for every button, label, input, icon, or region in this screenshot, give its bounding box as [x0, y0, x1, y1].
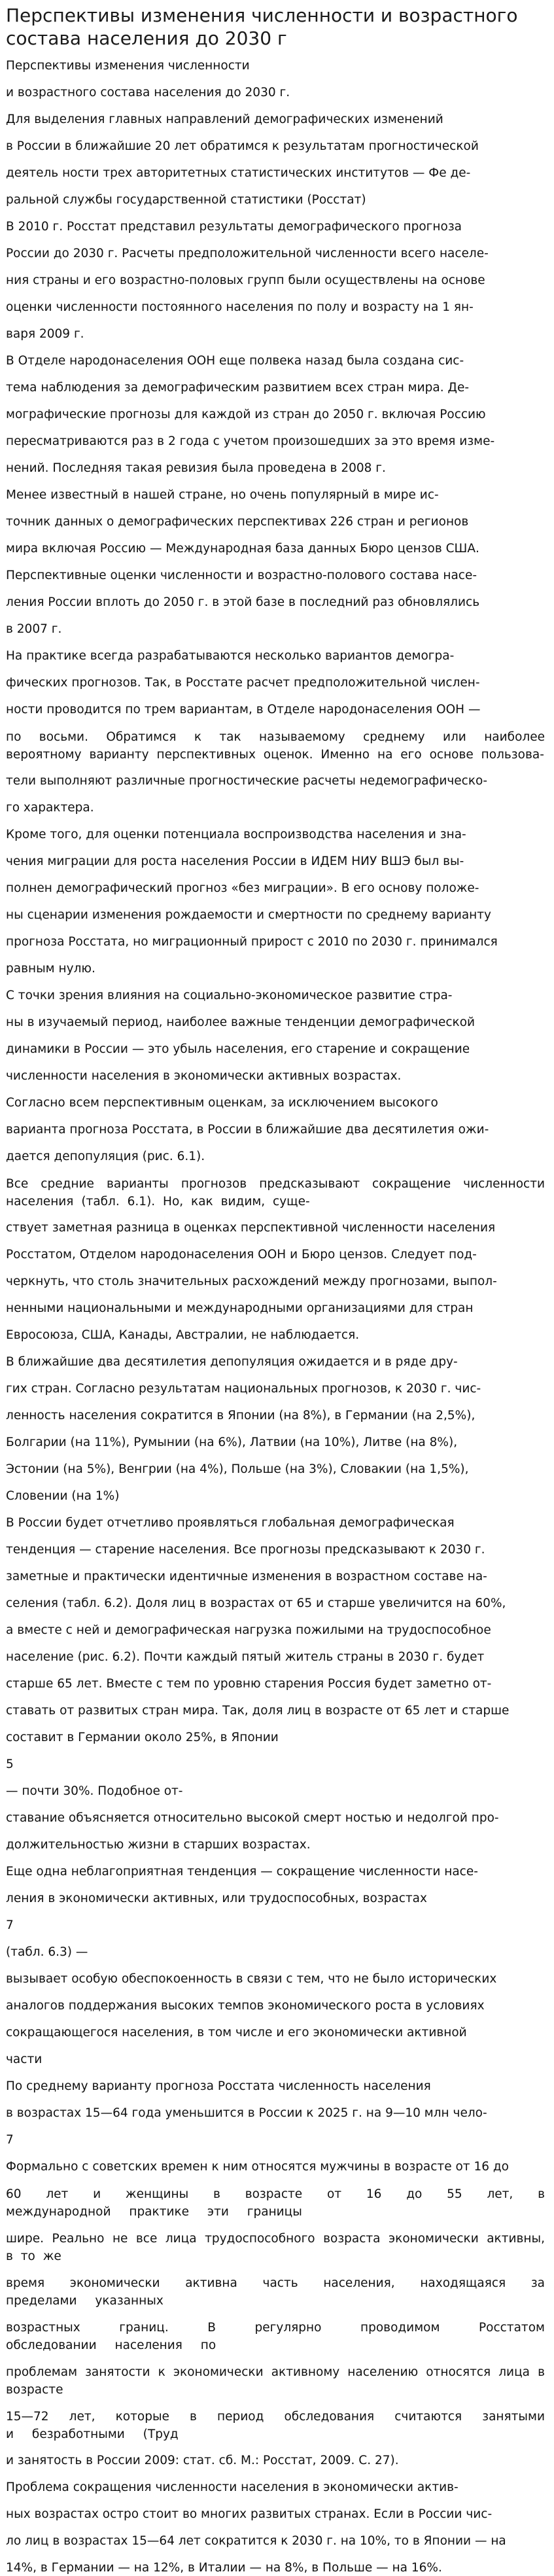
text-line: В Отделе народонаселения ООН еще полвека назад была создана сис- — [6, 354, 464, 368]
text-line: варианта прогноза Росстата, в России в ближайшие два десятилетия ожи- — [6, 1123, 489, 1137]
text-line: ния страны и его возрастно-половых групп были осуществлены на основе — [6, 273, 485, 287]
text-line: 7 — [6, 2133, 14, 2147]
text-paragraph: 60 лет и женщины в возрасте от 16 до 55 лет, в международной практике эти границы — [6, 2187, 545, 2219]
text-line: дается депопуляция (рис. 6.1). — [6, 1150, 205, 1163]
text-line: пересматриваются раз в 2 года с учетом произошедших за это время изме- — [6, 434, 495, 448]
text-line: тели выполняют различные прогностические расчеты недемографическо- — [6, 774, 487, 788]
text-line: тема наблюдения за демографическим развитием всех стран мира. Де- — [6, 381, 470, 395]
text-line: Согласно всем перспективным оценкам, за исключением высокого — [6, 1096, 438, 1110]
text-line: мографические прогнозы для каждой из стран до 2050 г. включая Россию — [6, 408, 486, 421]
text-line: Менее известный в нашей стране, но очень популярный в мире ис- — [6, 488, 439, 502]
text-line: — почти 30%. Подобное от- — [6, 1784, 183, 1798]
text-line: а вместе с ней и демографическая нагрузка пожилыми на трудоспособное — [6, 1623, 491, 1637]
text-line: Эстонии (на 5%), Венгрии (на 4%), Польше (на 3%), Словакии (на 1,5%), — [6, 1462, 469, 1476]
text-line: 14%, в Германии — на 12%, в Италии — на 8%, в Польше — на 16%. — [6, 2561, 442, 2575]
text-line: На практике всегда разрабатываются несколько вариантов демогра- — [6, 649, 455, 663]
text-line: и возрастного состава населения до 2030 г. — [6, 86, 290, 99]
text-paragraph: 15—72 лет, которые в период обследования считаются занятыми и безработными (Труд — [6, 2410, 545, 2441]
text-line: и занятость в России 2009: стат. сб. М.: Росстат, 2009. С. 27). — [6, 2454, 399, 2467]
text-paragraph: время экономически активна часть населения, находящаяся за пределами указанных — [6, 2276, 545, 2308]
text-paragraph: Все средние варианты прогнозов предсказывают сокращение численности населения (табл. 6.1). Но, как видим, суще- — [6, 1177, 545, 1209]
text-line: По среднему варианту прогноза Росстата численность населения — [6, 2079, 431, 2093]
text-line: Еще одна неблагоприятная тенденция — сокращение численности насе- — [6, 1865, 478, 1879]
text-line: динамики в России — это убыль населения, его старение и сокращение — [6, 1042, 470, 1056]
page-title: Перспективы изменения численности и возрастного состава населения до 2030 г — [6, 5, 518, 49]
text-paragraph: шире. Реально не все лица трудоспособного возраста экономически активны, в то же — [6, 2232, 545, 2263]
text-line: сокращающегося населения, в том числе и его экономически активной — [6, 2026, 467, 2039]
text-line: численности населения в экономически активных возрастах. — [6, 1069, 402, 1083]
text-line: ны в изучаемый период, наиболее важные тенденции демографической — [6, 1015, 476, 1029]
text-line: оценки численности постоянного населения по полу и возрасту на 1 ян- — [6, 300, 474, 314]
text-line: прогноза Росстата, но миграционный прирост с 2010 по 2030 г. принимался — [6, 935, 498, 949]
text-line: аналогов поддержания высоких темпов экономического роста в условиях — [6, 1999, 485, 2013]
text-paragraph: возрастных границ. В регулярно проводимом Росстатом обследовании населения по — [6, 2321, 545, 2352]
text-line: Словении (на 1%) — [6, 1489, 120, 1503]
text-line: в 2007 г. — [6, 622, 62, 636]
text-line: тенденция — старение населения. Все прогнозы предсказывают к 2030 г. — [6, 1543, 485, 1557]
text-line: нений. Последняя такая ревизия была проведена в 2008 г. — [6, 461, 386, 475]
text-line: полнен демографический прогноз «без миграции». В его основу положе- — [6, 881, 479, 895]
text-line: В ближайшие два десятилетия депопуляция ожидается и в ряде дру- — [6, 1355, 458, 1369]
text-line: Евросоюза, США, Канады, Австралии, не наблюдается. — [6, 1328, 360, 1342]
text-line: Проблема сокращения численности населения в экономически актив- — [6, 2480, 459, 2494]
text-line: ставание объясняется относительно высокой смерт ностью и недолгой про- — [6, 1811, 499, 1825]
text-line: го характера. — [6, 801, 94, 815]
text-line: гих стран. Согласно результатам национальных прогнозов, к 2030 г. чис- — [6, 1382, 481, 1396]
text-line: 7 — [6, 1918, 14, 1932]
text-line: составит в Германии около 25%, в Японии — [6, 1731, 279, 1744]
text-line: должительностью жизни в старших возрастах. — [6, 1838, 311, 1852]
text-line: мира включая Россию — Международная база данных Бюро цензов США. — [6, 542, 479, 556]
text-line: заметные и практически идентичные изменения в возрастном составе на- — [6, 1570, 487, 1583]
text-line: ности проводится по трем вариантам, в Отделе народонаселения ООН — — [6, 703, 481, 716]
text-line: ненными национальными и международными организациями для стран — [6, 1301, 474, 1315]
text-line: в России в ближайшие 20 лет обратимся к результатам прогностической — [6, 139, 479, 153]
text-paragraph: по восьми. Обратимся к так называемому среднему или наиболее вероятному варианту перспективных оценок. Именно на его основе пользова- — [6, 730, 545, 762]
text-line: равным нулю. — [6, 962, 95, 976]
text-line: Болгарии (на 11%), Румынии (на 6%), Латвии (на 10%), Литве (на 8%), — [6, 1436, 458, 1449]
text-line: старше 65 лет. Вместе с тем по уровню старения Россия будет заметно от- — [6, 1677, 492, 1691]
text-line: ных возрастах остро стоит во многих развитых странах. Если в России чис- — [6, 2507, 493, 2521]
text-line: ления России вплоть до 2050 г. в этой базе в последний раз обновлялись — [6, 595, 480, 609]
text-line: черкнуть, что столь значительных расхождений между прогнозами, выпол- — [6, 1275, 497, 1288]
text-line: Росстатом, Отделом народонаселения ООН и Бюро цензов. Следует под- — [6, 1248, 477, 1262]
text-line: селения (табл. 6.2). Доля лиц в возрастах от 65 и старше увеличится на 60%, — [6, 1597, 506, 1610]
text-line: ления в экономически активных, или трудоспособных, возрастах — [6, 1892, 427, 1905]
text-line: ствует заметная разница в оценках перспективной численности населения — [6, 1221, 496, 1235]
text-line: Кроме того, для оценки потенциала воспроизводства населения и зна- — [6, 828, 466, 841]
text-line: В России будет отчетливо проявляться глобальная демографическая — [6, 1516, 455, 1530]
text-line: варя 2009 г. — [6, 327, 84, 341]
text-line: 5 — [6, 1757, 14, 1771]
text-line: ло лиц в возрастах 15—64 лет сократится к 2030 г. на 10%, то в Японии — на — [6, 2534, 506, 2548]
text-line: чения миграции для роста населения России в ИДЕМ НИУ ВШЭ был вы- — [6, 855, 464, 868]
text-line: России до 2030 г. Расчеты предположительной численности всего населе- — [6, 247, 489, 260]
text-line: Перспективы изменения численности — [6, 59, 250, 73]
text-line: ленность населения сократится в Японии (на 8%), в Германии (на 2,5%), — [6, 1409, 476, 1422]
text-line: население (рис. 6.2). Почти каждый пятый житель страны в 2030 г. будет — [6, 1650, 485, 1664]
text-line: ставать от развитых стран мира. Так, доля лиц в возрасте от 65 лет и старше — [6, 1704, 510, 1718]
text-line: ральной службы государственной статистики (Росстат) — [6, 193, 366, 207]
text-line: в возрастах 15—64 года уменьшится в России к 2025 г. на 9—10 млн чело- — [6, 2106, 487, 2120]
text-line: С точки зрения влияния на социально-экономическое развитие стра- — [6, 989, 453, 1002]
text-line: точник данных о демографических перспективах 226 стран и регионов — [6, 515, 469, 529]
text-line: В 2010 г. Росстат представил результаты демографического прогноза — [6, 220, 462, 234]
text-line: Формально с советских времен к ним относятся мужчины в возрасте от 16 до — [6, 2160, 509, 2174]
text-line: Для выделения главных направлений демографических изменений — [6, 113, 443, 126]
text-line: деятель ности трех авторитетных статистических институтов — Фе де- — [6, 166, 471, 180]
text-line: Перспективные оценки численности и возрастно-полового состава насе- — [6, 569, 477, 582]
text-paragraph: проблемам занятости к экономически активному населению относятся лица в возрасте — [6, 2365, 545, 2397]
text-line: ны сценарии изменения рождаемости и смертности по среднему варианту — [6, 908, 492, 922]
text-line: вызывает особую обеспокоенность в связи с тем, что не было исторических — [6, 1972, 497, 1986]
document-body — [6, 58, 545, 2576]
text-line: фических прогнозов. Так, в Росстате расчет предположительной числен- — [6, 676, 480, 690]
text-line: (табл. 6.3) — — [6, 1945, 88, 1959]
text-line: части — [6, 2053, 43, 2066]
